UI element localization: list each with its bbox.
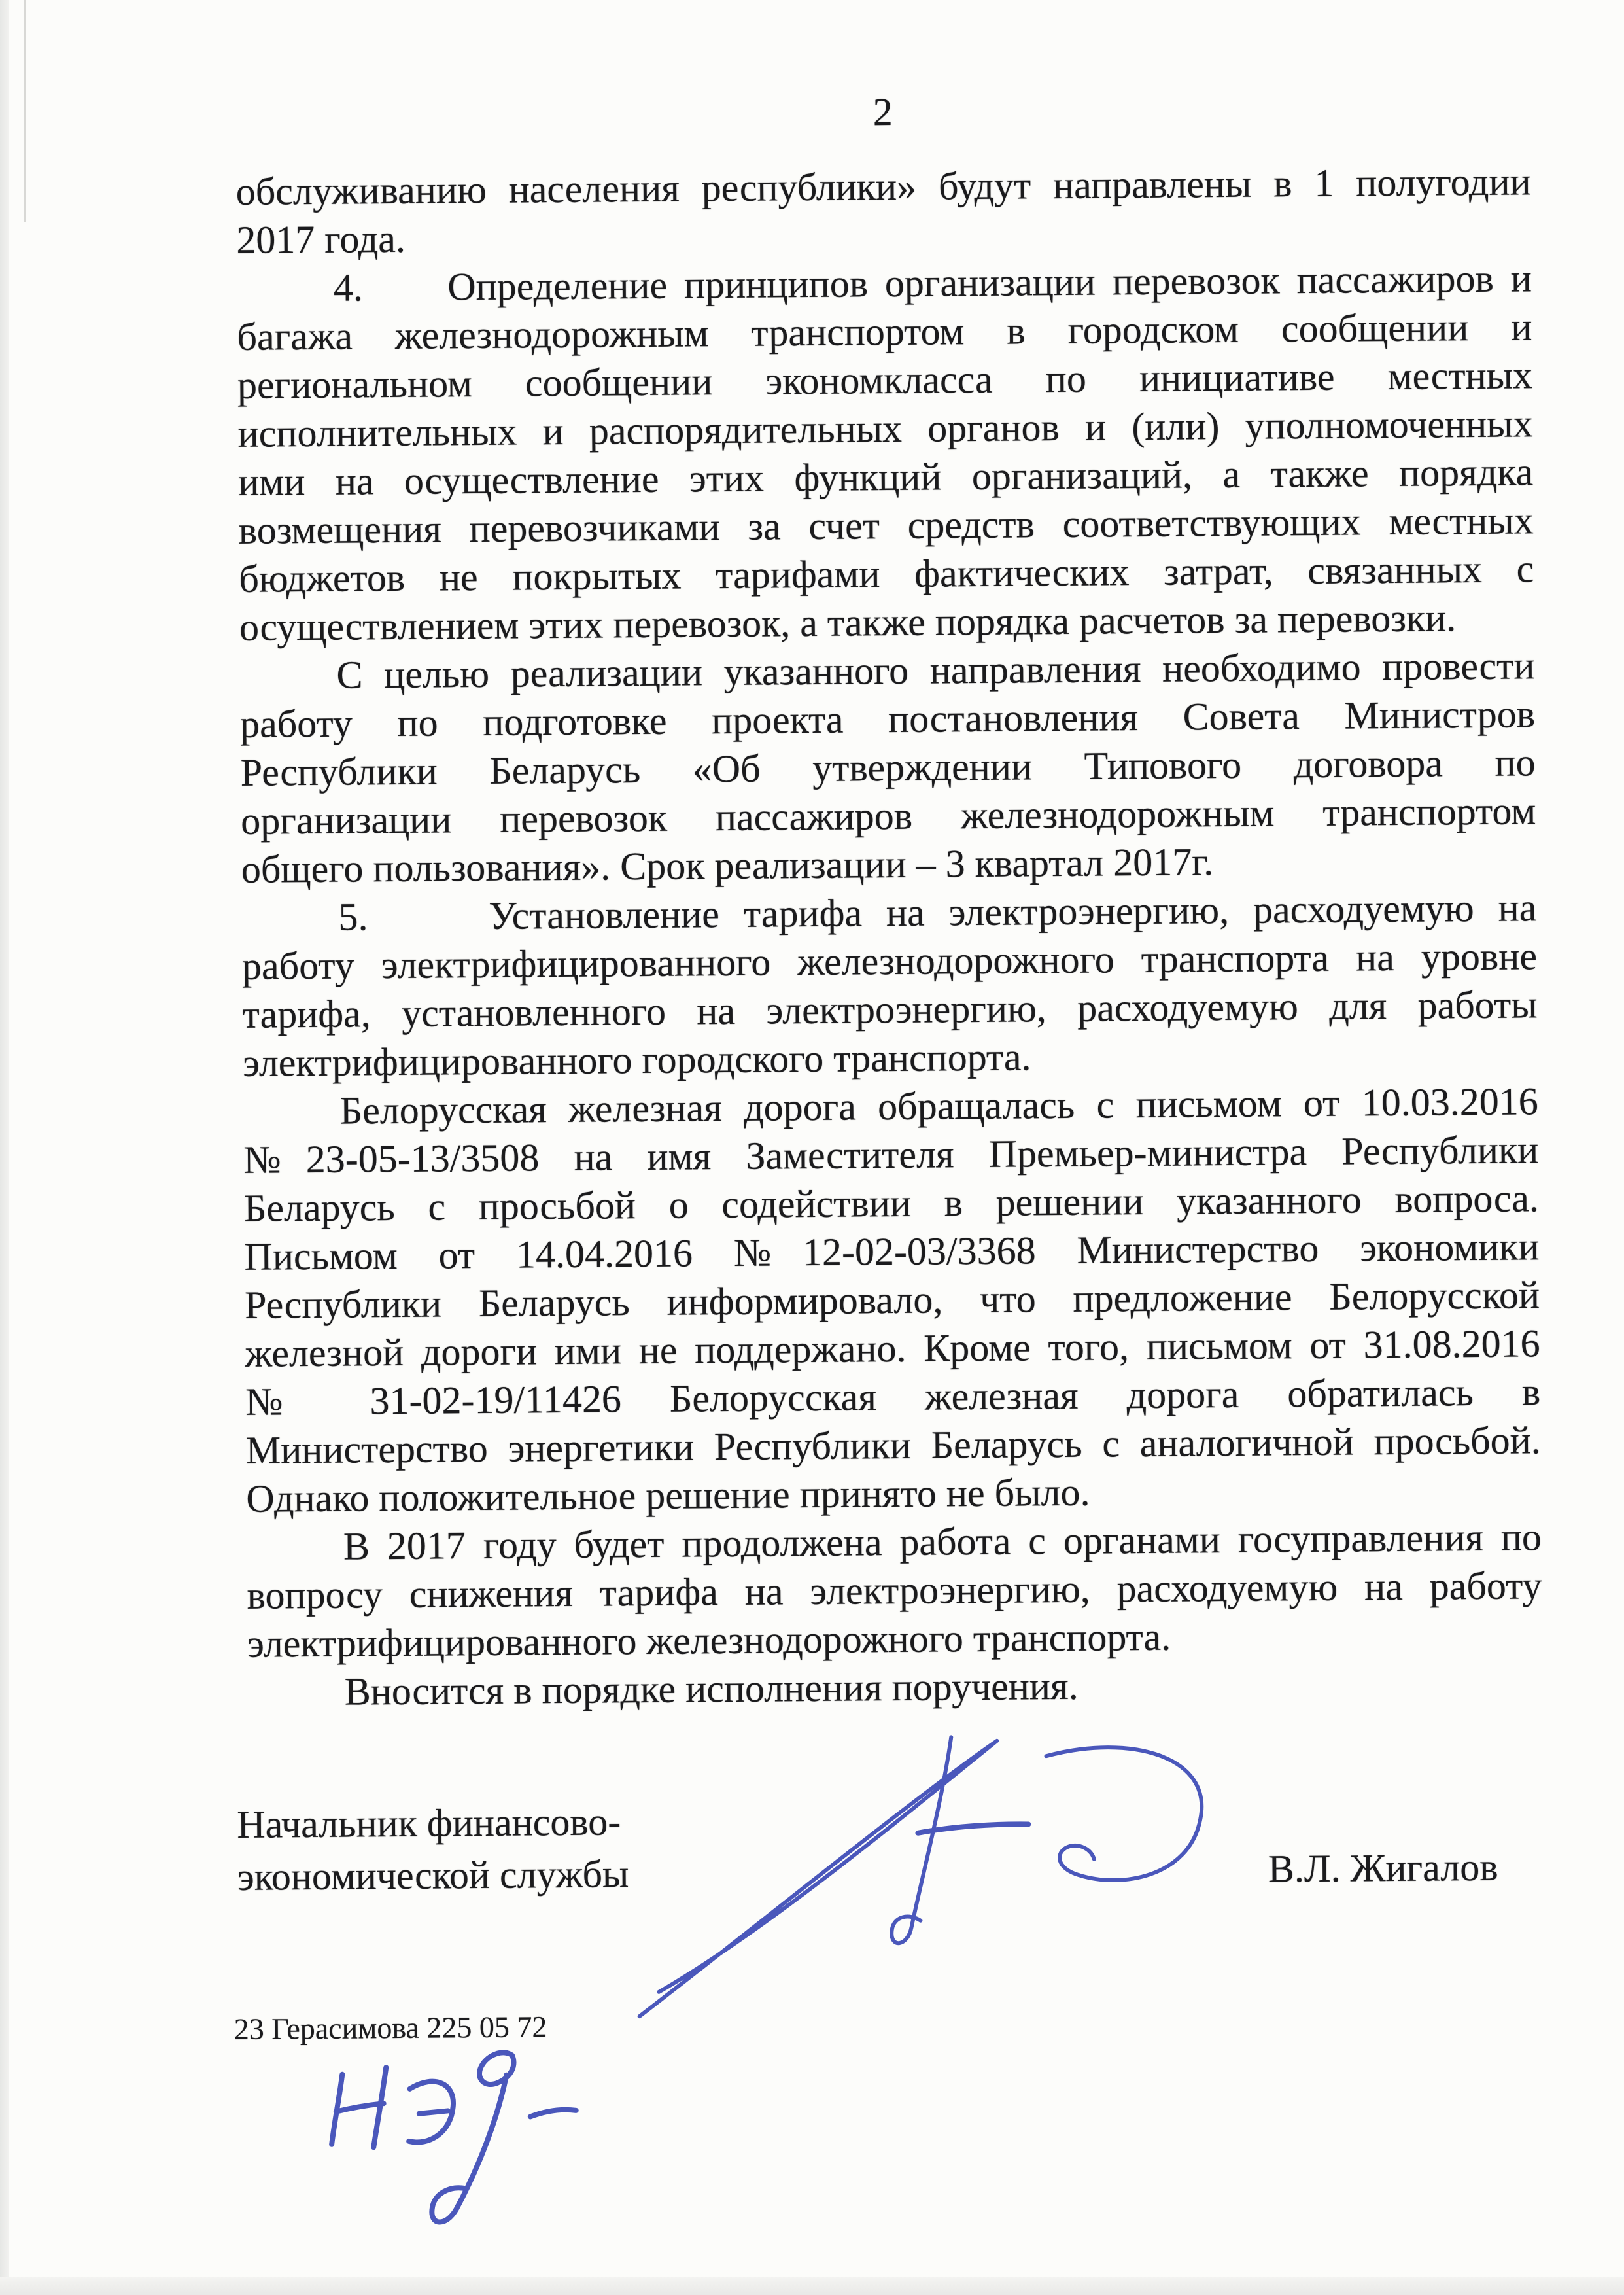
body-line: осуществлением этих перевозок, а также порядка расчетов за перевозки. [239,596,1457,649]
body-line: Республики Беларусь «Об утверждении Типового договора по [240,741,1536,794]
body-line: В 2017 году будет продолжена работа с органами госуправления по [343,1515,1542,1568]
body-line: железной дороги ими не поддержано. Кроме того, письмом от 31.08.2016 [245,1322,1540,1375]
body-line: С целью реализации указанного направления необходимо провести [336,644,1535,697]
typed-text-block [235,82,1543,1716]
signer-position [237,1795,629,1903]
body-line: Беларусь с просьбой о содействии в решении указанного вопроса. [243,1176,1540,1230]
body-line: Министерство энергетики Республики Беларусь с аналогичной просьбой. [245,1418,1542,1472]
body-line: 2017 года. [236,217,406,262]
body-line: организации перевозок пассажиров железнодорожным транспортом [240,789,1536,843]
handwritten-signature-ink [588,1721,1251,2040]
body-line: общего пользования». Срок реализации – 3 квартал 2017г. [241,840,1214,891]
signer-position-line1: Начальник финансово- [237,1800,621,1846]
body-line: № 31-02-19/11426 Белорусская железная дорога обратилась в [245,1370,1541,1424]
body-line: электрифицированного железнодорожного транспорта. [247,1615,1171,1666]
body-line: региональном сообщении экономкласса по инициативе местных [237,353,1533,407]
body-line: Однако положительное решение принято не было. [246,1470,1090,1520]
body-line: ими на осуществление этих функций организаций, а также порядка [237,450,1534,504]
body-line: электрифицированного городского транспорта. [242,1035,1031,1085]
body-line: работу по подготовке проекта постановления Совета Министров [239,692,1536,746]
body-line: 4. Определение принципов организации перевозок пассажиров и [333,256,1532,309]
signer-name: В.Л. Жигалов [1268,1845,1498,1891]
body-line: обслуживанию населения республики» будут направлены в 1 полугодии [235,160,1531,213]
body-line: 5. Установление тарифа на электроэнергию, расходуемую на [338,886,1537,939]
body-line: бюджетов не покрытых тарифами фактических затрат, связанных с [239,547,1534,601]
page-number: 2 [872,90,893,134]
signer-position-line2: экономической службы [237,1852,629,1899]
body-line: Белорусская железная дорога обращалась с письмом от 10.03.2016 [339,1079,1538,1132]
body-line: вопросу снижения тарифа на электроэнергию, расходуемую на работу [247,1564,1542,1617]
body-line: исполнительных и распорядительных органов и (или) уполномоченных [237,402,1533,455]
body-line: работу электрифицированного железнодорожного транспорта на уровне [241,934,1538,988]
body-lines [235,157,1543,1716]
body-line: Письмом от 14.04.2016 №12-02-03/3368 Министерство экономики [244,1225,1540,1278]
body-line: багажа железнодорожным транспортом в городском сообщении и [237,305,1532,359]
executor-contact-note: 23 Герасимова 225 05 72 [233,2010,547,2046]
body-line: тарифа, установленного на электроэнергию, расходуемую для работы [242,983,1538,1036]
handwritten-resolution-mark [286,2037,602,2235]
body-line: №23-05-13/3508 на имя Заместителя Премьер-министра Республики [243,1128,1539,1182]
body-line: Республики Беларусь информировало, что предложение Белорусской [244,1273,1540,1327]
body-line: возмещения перевозчиками за счет средств соответствующих местных [238,499,1534,552]
body-line: Вносится в порядке исполнения поручения. [344,1664,1079,1713]
